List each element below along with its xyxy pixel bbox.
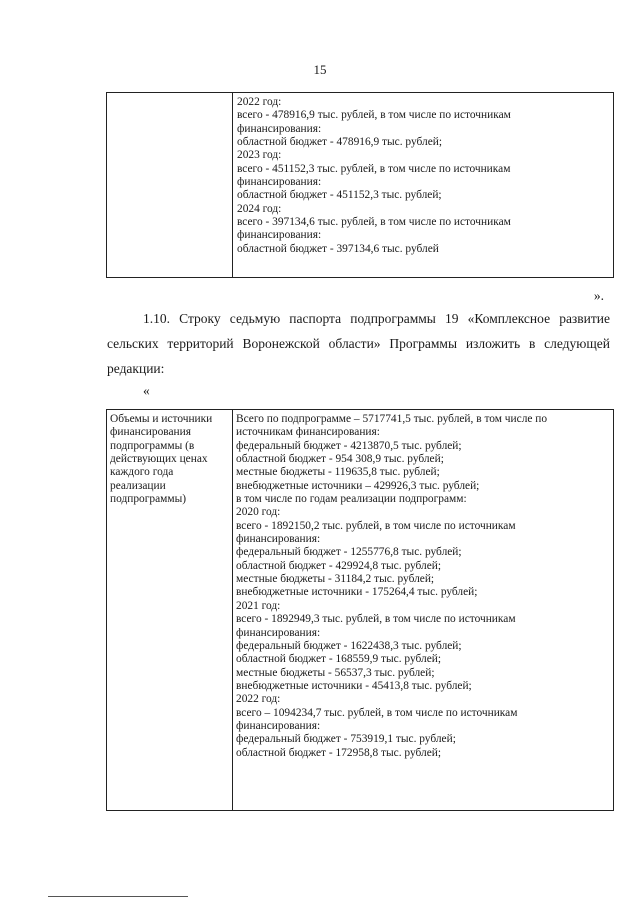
table-label-cell — [107, 93, 233, 277]
text-line: всего – 1094234,7 тыс. рублей, в том числе по источникам — [236, 706, 518, 719]
opening-quote: « — [143, 383, 150, 398]
text-line: областной бюджет - 397134,6 тыс. рублей — [237, 242, 439, 255]
amendment-paragraph: 1.10. Строку седьмую паспорта подпрограммы 19 «Комплексное развитие сельских территорий Воронежской области» Программы изложить в следующей редакции: — [107, 311, 610, 376]
text-line: областной бюджет - 451152,3 тыс. рублей; — [237, 189, 442, 202]
text-line: финансирования: — [237, 122, 322, 135]
text-line: внебюджетные источники - 45413,8 тыс. рублей; — [236, 679, 472, 692]
text-line: Объемы и источники — [110, 413, 213, 425]
text-line: финансирования: — [236, 533, 321, 546]
text-line: подпрограммы (в — [110, 439, 195, 452]
footer-rule — [48, 896, 188, 897]
funding-table-subprogram-19 — [106, 409, 614, 811]
table-value-cell — [233, 93, 511, 277]
text-line: 2022 год: — [236, 693, 281, 706]
text-line: внебюджетные источники – 429926,3 тыс. рублей; — [236, 479, 480, 492]
closing-quote: ». — [593, 288, 604, 303]
table-label-cell — [107, 410, 233, 810]
text-line: всего - 1892150,2 тыс. рублей, в том числе по источникам — [236, 519, 516, 532]
text-line: финансирования — [110, 426, 191, 439]
text-line: местные бюджеты - 31184,2 тыс. рублей; — [236, 573, 435, 586]
text-line: 2024 год: — [237, 202, 282, 215]
text-line: местные бюджеты - 56537,3 тыс. рублей; — [236, 666, 435, 679]
funding-table-continued — [106, 92, 614, 278]
text-line: в том числе по годам реализации подпрограмм: — [236, 493, 467, 506]
text-line: федеральный бюджет - 1255776,8 тыс. рублей; — [236, 546, 462, 559]
page-number: 15 — [313, 62, 327, 77]
text-line: всего - 451152,3 тыс. рублей, в том числе по источникам — [237, 162, 511, 175]
text-line: областной бюджет - 954 308,9 тыс. рублей; — [236, 453, 444, 466]
text-line: финансирования: — [236, 626, 321, 639]
text-line: реализации — [110, 479, 166, 492]
text-line: местные бюджеты - 119635,8 тыс. рублей; — [236, 466, 440, 479]
text-line: действующих ценах — [110, 453, 208, 466]
text-line: финансирования: — [237, 176, 322, 189]
text-line: каждого года — [110, 466, 174, 479]
text-line: федеральный бюджет - 4213870,5 тыс. рублей; — [236, 439, 462, 452]
text-line: областной бюджет - 168559,9 тыс. рублей; — [236, 653, 442, 666]
text-line: финансирования: — [237, 229, 322, 242]
text-line: всего - 1892949,3 тыс. рублей, в том числе по источникам — [236, 613, 516, 626]
text-line: Всего по подпрограмме – 5717741,5 тыс. рублей, в том числе по — [236, 413, 548, 425]
text-line: подпрограммы) — [110, 493, 187, 506]
text-line: всего - 478916,9 тыс. рублей, в том числе по источникам — [237, 109, 511, 122]
text-line: областной бюджет - 478916,9 тыс. рублей; — [237, 136, 443, 149]
text-line: всего - 397134,6 тыс. рублей, в том числе по источникам — [237, 216, 511, 229]
text-line: 2023 год: — [237, 149, 282, 162]
table-value-cell — [233, 410, 547, 810]
text-line: 2021 год: — [236, 599, 281, 612]
text-line: федеральный бюджет - 753919,1 тыс. рублей; — [236, 733, 456, 746]
text-line: финансирования: — [236, 719, 321, 732]
text-line: 2022 год: — [237, 96, 282, 108]
text-line: федеральный бюджет - 1622438,3 тыс. рублей; — [236, 639, 462, 652]
text-line: 2020 год: — [236, 506, 281, 519]
text-line: источникам финансирования: — [236, 426, 380, 439]
text-line: областной бюджет - 429924,8 тыс. рублей; — [236, 559, 442, 572]
text-line: областной бюджет - 172958,8 тыс. рублей; — [236, 746, 442, 759]
text-line: внебюджетные источники - 175264,4 тыс. рублей; — [236, 586, 478, 599]
